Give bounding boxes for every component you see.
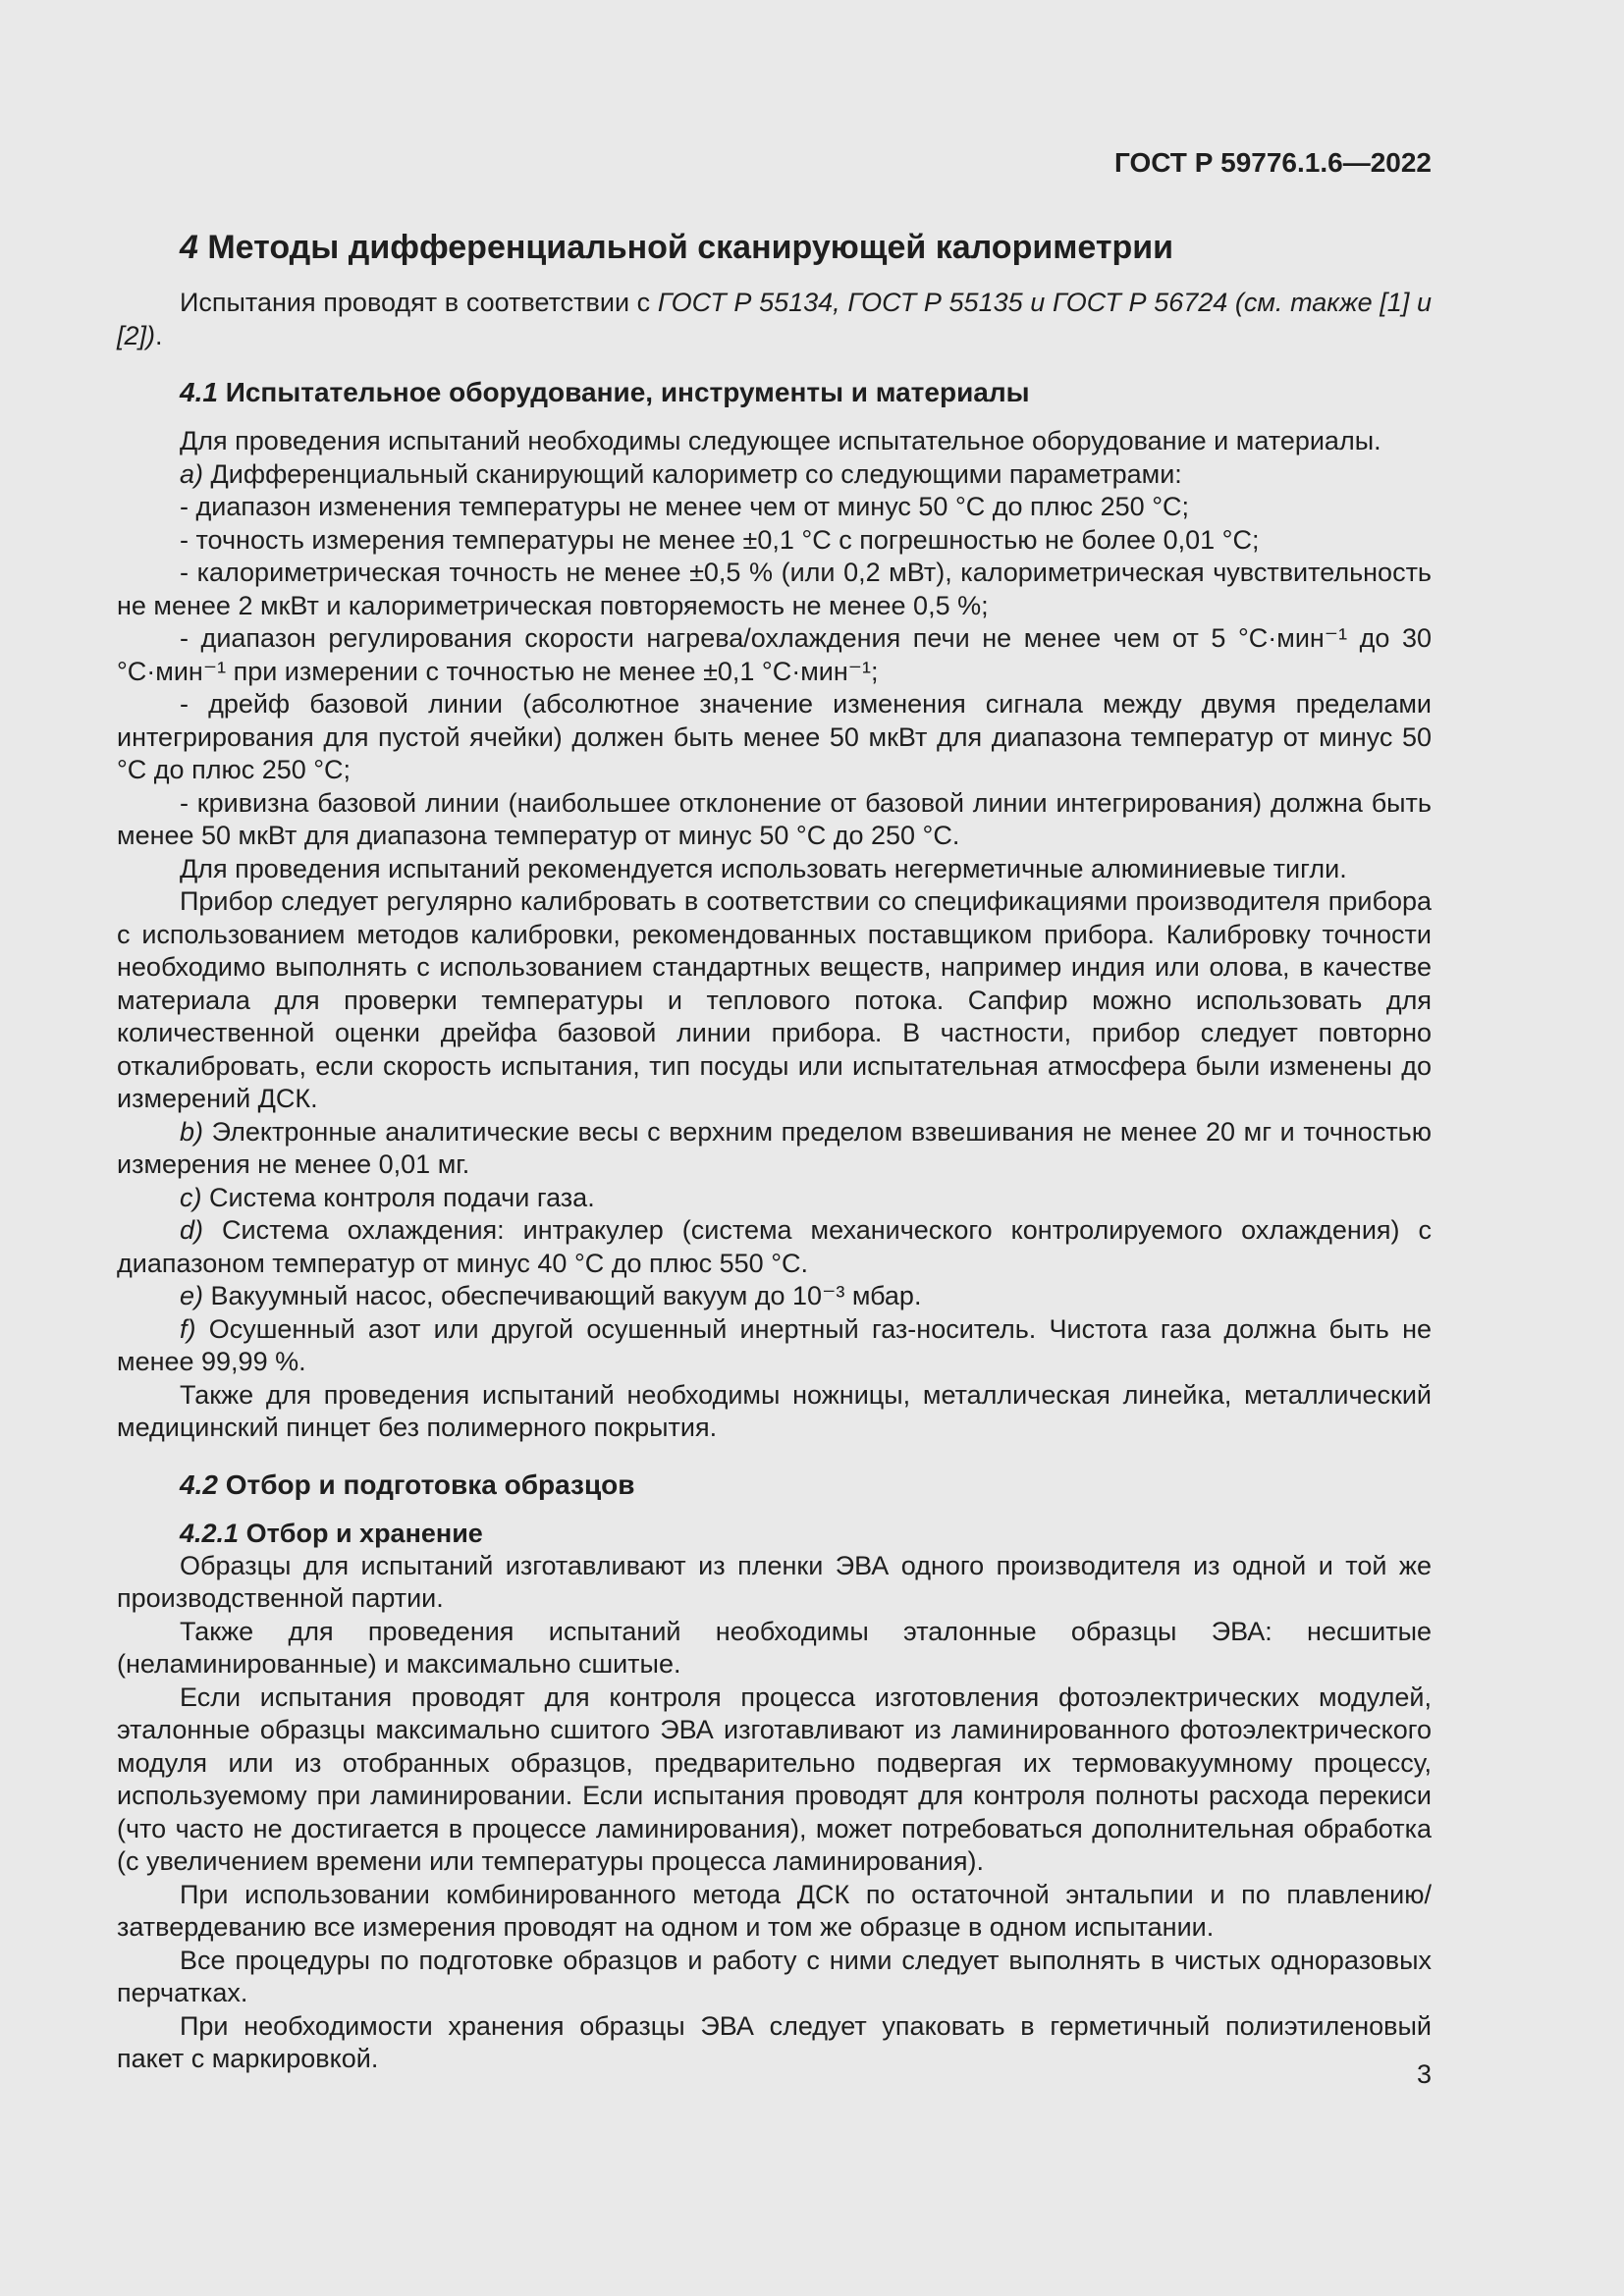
clause-4-2-1-heading: 4.2.1 Отбор и хранение — [180, 1518, 483, 1548]
list-item-e: e) Вакуумный насос, обеспечивающий вакуум до 10⁻³ мбар. — [180, 1281, 922, 1310]
dash-item: - дрейф базовой линии (абсолютное значение изменения сигнала между двумя пределами интегрирования для пустой ячейки) должен быть менее 50 мкВт для диапазона температур от минус 50 °С до плюс 250 °С; — [117, 689, 1432, 784]
subsection-4-1-heading: 4.1 Испытательное оборудование, инструменты и материалы — [180, 377, 1030, 407]
paragraph: При использовании комбинированного метода ДСК по остаточной энтальпии и по плавлению/затвердеванию все измерения проводят на одном и том же образце в одном испытании. — [117, 1879, 1432, 1942]
paragraph: При необходимости хранения образцы ЭВА следует упаковать в герметичный полиэтиленовый пакет с маркировкой. — [117, 2010, 1432, 2073]
paragraph: Образцы для испытаний изготавливают из пленки ЭВА одного производителя из одной и той же производственной партии. — [117, 1550, 1432, 1613]
list-item-a: a) Дифференциальный сканирующий калориметр со следующими параметрами: — [180, 458, 1182, 489]
subsection-4-2-heading: 4.2 Отбор и подготовка образцов — [180, 1468, 635, 1500]
list-item-b: b) Электронные аналитические весы с верхним пределом взвешивания не менее 20 мг и точностью измерения не менее 0,01 мг. — [117, 1116, 1432, 1179]
paragraph-intro: Испытания проводят в соответствии с ГОСТ Р 55134, ГОСТ Р 55135 и ГОСТ Р 56724 (см. также [1] и [2]). — [117, 288, 1433, 350]
paragraph: Также для проведения испытаний необходимы ножницы, металлическая линейка, металлический медицинский пинцет без полимерного покрытия. — [117, 1379, 1432, 1442]
dash-item: - диапазон изменения температуры не менее чем от минус 50 °С до плюс 250 °С; — [180, 492, 1189, 521]
paragraph: Если испытания проводят для контроля процесса изготовления фотоэлектрических модулей, эталонные образцы максимально сшитого ЭВА изготавливают из ламинированного фотоэлектрического модуля или из отобранных образцов, предварительно подвергая их термовакуумному процессу, используемому при ламинировании. Если испытания проводят для контроля полноты расхода перекиси (что часто не достигается в процессе ламинирования), может потребоваться дополнительная обработка (с увеличением времени или температуры процесса ламинирования). — [117, 1682, 1432, 1876]
paragraph: Для проведения испытаний рекомендуется использовать негерметичные алюминиевые тигли. — [180, 853, 1347, 883]
dash-item: - калориметрическая точность не менее ±0,5 % (или 0,2 мВт), калориметрическая чувствительность не менее 2 мкВт и калориметрическая повторяемость не менее 0,5 %; — [117, 558, 1432, 620]
paragraph: Прибор следует регулярно калибровать в соответствии со спецификациями производителя прибора с использованием методов калибровки, рекомендованных поставщиком прибора. Калибровку точности необходимо выполнять с использованием стандартных веществ, например индия или олова, в качестве материала для проверки температуры и теплового потока. Сапфир можно использовать для количественной оценки дрейфа базовой линии прибора. В частности, прибор следует повторно откалибровать, если скорость испытания, тип посуды или испытательная атмосфера были изменены до измерений ДСК. — [117, 886, 1432, 1113]
dash-item: - точность измерения температуры не менее ±0,1 °С с погрешностью не более 0,01 °С; — [180, 524, 1260, 555]
paragraph: Все процедуры по подготовке образцов и работу с ними следует выполнять в чистых одноразовых перчатках. — [117, 1945, 1432, 2007]
list-item-f: f) Осушенный азот или другой осушенный инертный газ-носитель. Чистота газа должна быть не менее 99,99 %. — [117, 1313, 1432, 1376]
doc-number: ГОСТ Р 59776.1.6—2022 — [1114, 147, 1432, 178]
list-item-d: d) Система охлаждения: интракулер (система механического контролируемого охлаждения) с диапазоном температур от минус 40 °С до плюс 550 °С. — [117, 1215, 1433, 1278]
page-number: 3 — [1416, 2059, 1432, 2089]
list-item-c: c) Система контроля подачи газа. — [180, 1182, 595, 1212]
paragraph: Для проведения испытаний необходимы следующее испытательное оборудование и материалы. — [180, 426, 1381, 455]
section-4-heading: 4 Методы дифференциальной сканирующей калориметрии — [180, 229, 1174, 266]
paragraph: Также для проведения испытаний необходимы эталонные образцы ЭВА: несшитые (неламинированные) и максимально сшитые. — [117, 1616, 1432, 1679]
dash-item: - кривизна базовой линии (наибольшее отклонение от базовой линии интегрирования) должна быть менее 50 мкВт для диапазона температур от минус 50 °С до 250 °С. — [117, 787, 1432, 850]
dash-item: - диапазон регулирования скорости нагрева/охлаждения печи не менее чем от 5 °С·мин⁻¹ до 30 °С·мин⁻¹ при измерении с точностью не менее ±0,1 °С·мин⁻¹; — [117, 623, 1432, 686]
